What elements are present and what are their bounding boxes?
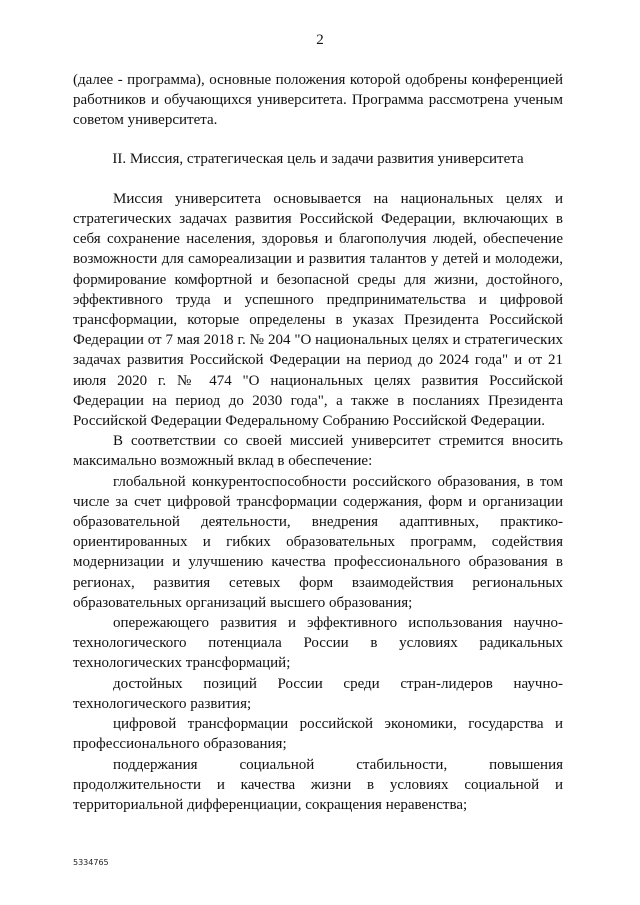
section-heading: II. Миссия, стратегическая цель и задачи развития университета [112, 150, 524, 167]
footer-code: 5334765 [73, 858, 109, 867]
list-item: поддержания социальной стабильности, повышения продолжительности и качества жизни в условиях социальной и территориальной дифференциации, сокращения неравенства; [73, 756, 563, 813]
list-item: цифровой трансформации российской экономики, государства и профессионального образования; [73, 716, 563, 753]
page-number: 2 [316, 32, 324, 48]
list-item: опережающего развития и эффективного использования научно-технологического потенциала России в условиях радикальных технологических трансформаций; [73, 615, 563, 672]
mission-paragraph: Миссия университета основывается на национальных целях и стратегических задачах развития Российской Федерации, включающих в себя сохранение населения, здоровья и благополучия людей, обеспечение возможности для самореализации и развития талантов у детей и молодежи, формирование комфортной и безопасной среды для жизни, достойного, эффективного труда и успешного предпринимательства и цифровой трансформации, которые определены в указах Президента Российской Федерации от 7 мая 2018 г. № 204 "О национальных целях и стратегических задачах развития Российской Федерации на период до 2024 года" и от 21 июля 2020 г. № 474 "О национальных целях развития Российской Федерации на период до 2030 года", а также в посланиях Президента Российской Федерации Федеральному Собранию Российской Федерации. [73, 190, 563, 430]
list-item: глобальной конкурентоспособности российского образования, в том числе за счет цифровой трансформации содержания, форм и организации образовательной деятельности, внедрения адаптивных, практико-ориентированных и гибких образовательных программ, содействия модернизации и улучшению качества профессионального образования в регионах, развития сетевых форм взаимодействия региональных образовательных организаций высшего образования; [73, 473, 563, 611]
contribution-intro: В соответствии со своей миссией университет стремится вносить максимально возможный вклад в обеспечение: [73, 433, 563, 470]
list-item: достойных позиций России среди стран-лидеров научно-технологического развития; [73, 675, 563, 712]
intro-paragraph: (далее - программа), основные положения которой одобрены конференцией работников и обучающихся университета. Программа рассмотрена ученым советом университета. [73, 72, 563, 129]
document-body [73, 70, 563, 815]
